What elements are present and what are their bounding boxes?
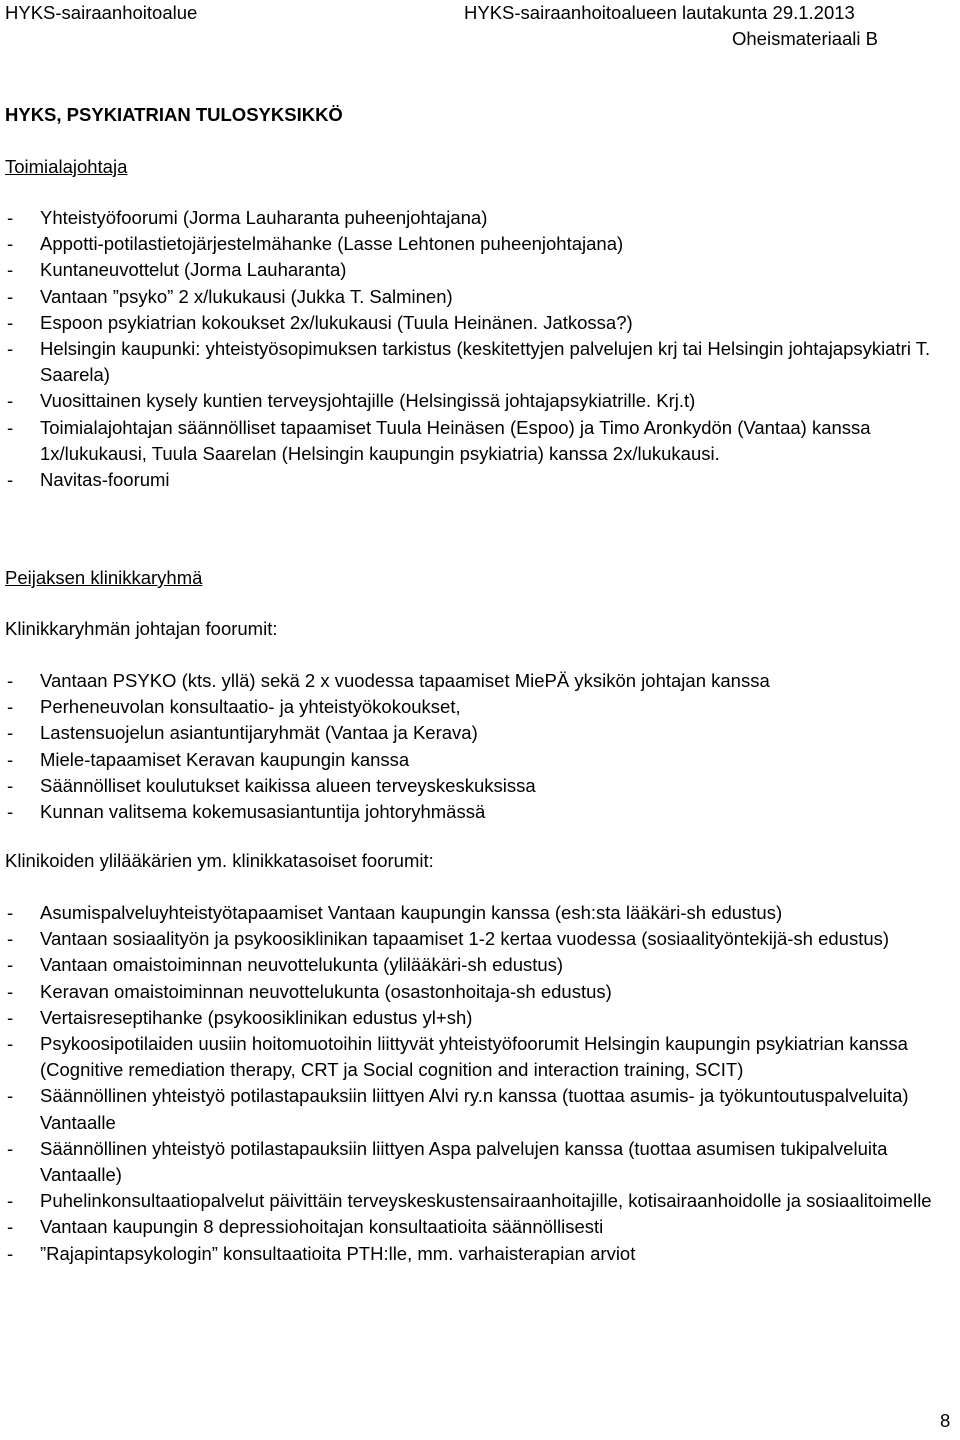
subheading-clinic-forums: Klinikoiden ylilääkärien ym. klinikkatasoiset foorumit:	[5, 850, 434, 871]
list-item: - Vantaan sosiaalityön ja psykoosiklinikan tapaamiset 1-2 kertaa vuodessa (sosiaalityöntekijä-sh edustus)	[0, 926, 955, 952]
header-board-date: HYKS-sairaanhoitoalueen lautakunta 29.1.2013	[464, 2, 855, 23]
list-item: - Yhteistyöfoorumi (Jorma Lauharanta puheenjohtajana)	[0, 205, 955, 231]
header-organization: HYKS-sairaanhoitoalue	[5, 2, 198, 23]
list-item: - Helsingin kaupunki: yhteistyösopimuksen tarkistus (keskitettyjen palvelujen krj tai Helsingin johtajapsykiatri T. Saarela)	[0, 336, 955, 388]
list-item: - Säännöllinen yhteistyö potilastapauksiin liittyen Aspa palvelujen kanssa (tuottaa asumisen tukipalveluita Vantaalle)	[0, 1136, 955, 1188]
document-title: HYKS, PSYKIATRIAN TULOSYKSIKKÖ	[5, 104, 343, 125]
list-item: - Vertaisreseptihanke (psykoosiklinikan edustus yl+sh)	[0, 1005, 955, 1031]
list-item: - ”Rajapintapsykologin” konsultaatioita PTH:lle, mm. varhaisterapian arviot	[0, 1241, 955, 1267]
list-item: - Kuntaneuvottelut (Jorma Lauharanta)	[0, 257, 955, 283]
list-item: - Appotti-potilastietojärjestelmähanke (Lasse Lehtonen puheenjohtajana)	[0, 231, 955, 257]
list-item: - Keravan omaistoiminnan neuvottelukunta (osastonhoitaja-sh edustus)	[0, 979, 955, 1005]
list-item: - Psykoosipotilaiden uusiin hoitomuotoihin liittyvät yhteistyöfoorumit Helsingin kaupungin psykiatrian kanssa (Cognitive remediation therapy, CRT ja Social cognition and interaction training, SCIT)	[0, 1031, 955, 1083]
list-item: - Säännöllinen yhteistyö potilastapauksiin liittyen Alvi ry.n kanssa (tuottaa asumis- ja työkuntoutuspalveluita) Vantaalle	[0, 1083, 955, 1135]
section-heading-peijas: Peijaksen klinikkaryhmä	[5, 567, 203, 588]
list-item: - Perheneuvolan konsultaatio- ja yhteistyökokoukset,	[0, 694, 955, 720]
subheading-group-leader-forums: Klinikkaryhmän johtajan foorumit:	[5, 618, 278, 639]
list-item: - Vuosittainen kysely kuntien terveysjohtajille (Helsingissä johtajapsykiatrille. Krj.t)	[0, 388, 955, 414]
header-attachment-label: Oheismateriaali B	[732, 28, 879, 49]
list-item: - Vantaan kaupungin 8 depressiohoitajan konsultaatioita säännöllisesti	[0, 1214, 955, 1240]
list-item: - Puhelinkonsultaatiopalvelut päivittäin terveyskeskustensairaanhoitajille, kotisairaanhoidolle ja sosiaalitoimelle	[0, 1188, 955, 1214]
list-item: - Asumispalveluyhteistyötapaamiset Vantaan kaupungin kanssa (esh:sta lääkäri-sh edustus)	[0, 900, 955, 926]
list-item: - Miele-tapaamiset Keravan kaupungin kanssa	[0, 747, 955, 773]
list-item: - Vantaan ”psyko” 2 x/lukukausi (Jukka T. Salminen)	[0, 284, 955, 310]
section-heading-toimialajohtaja: Toimialajohtaja	[5, 156, 128, 177]
list-item: - Navitas-foorumi	[0, 467, 955, 493]
list-item: - Lastensuojelun asiantuntijaryhmät (Vantaa ja Kerava)	[0, 720, 955, 746]
list-item: - Säännölliset koulutukset kaikissa alueen terveyskeskuksissa	[0, 773, 955, 799]
group-leader-forum-list	[0, 668, 955, 825]
list-item: - Vantaan omaistoiminnan neuvottelukunta (ylilääkäri-sh edustus)	[0, 952, 955, 978]
page-number: 8	[940, 1410, 951, 1431]
list-item: - Vantaan PSYKO (kts. yllä) sekä 2 x vuodessa tapaamiset MiePÄ yksikön johtajan kanssa	[0, 668, 955, 694]
list-item: - Espoon psykiatrian kokoukset 2x/lukukausi (Tuula Heinänen. Jatkossa?)	[0, 310, 955, 336]
list-item: - Toimialajohtajan säännölliset tapaamiset Tuula Heinäsen (Espoo) ja Timo Aronkydön (Vantaa) kanssa 1x/lukukausi, Tuula Saarelan (Helsingin kaupungin psykiatria) kanssa 2x/lukukausi.	[0, 415, 955, 467]
clinic-forum-list	[0, 900, 955, 1267]
list-item: - Kunnan valitsema kokemusasiantuntija johtoryhmässä	[0, 799, 955, 825]
toimialajohtaja-forum-list	[0, 205, 955, 493]
